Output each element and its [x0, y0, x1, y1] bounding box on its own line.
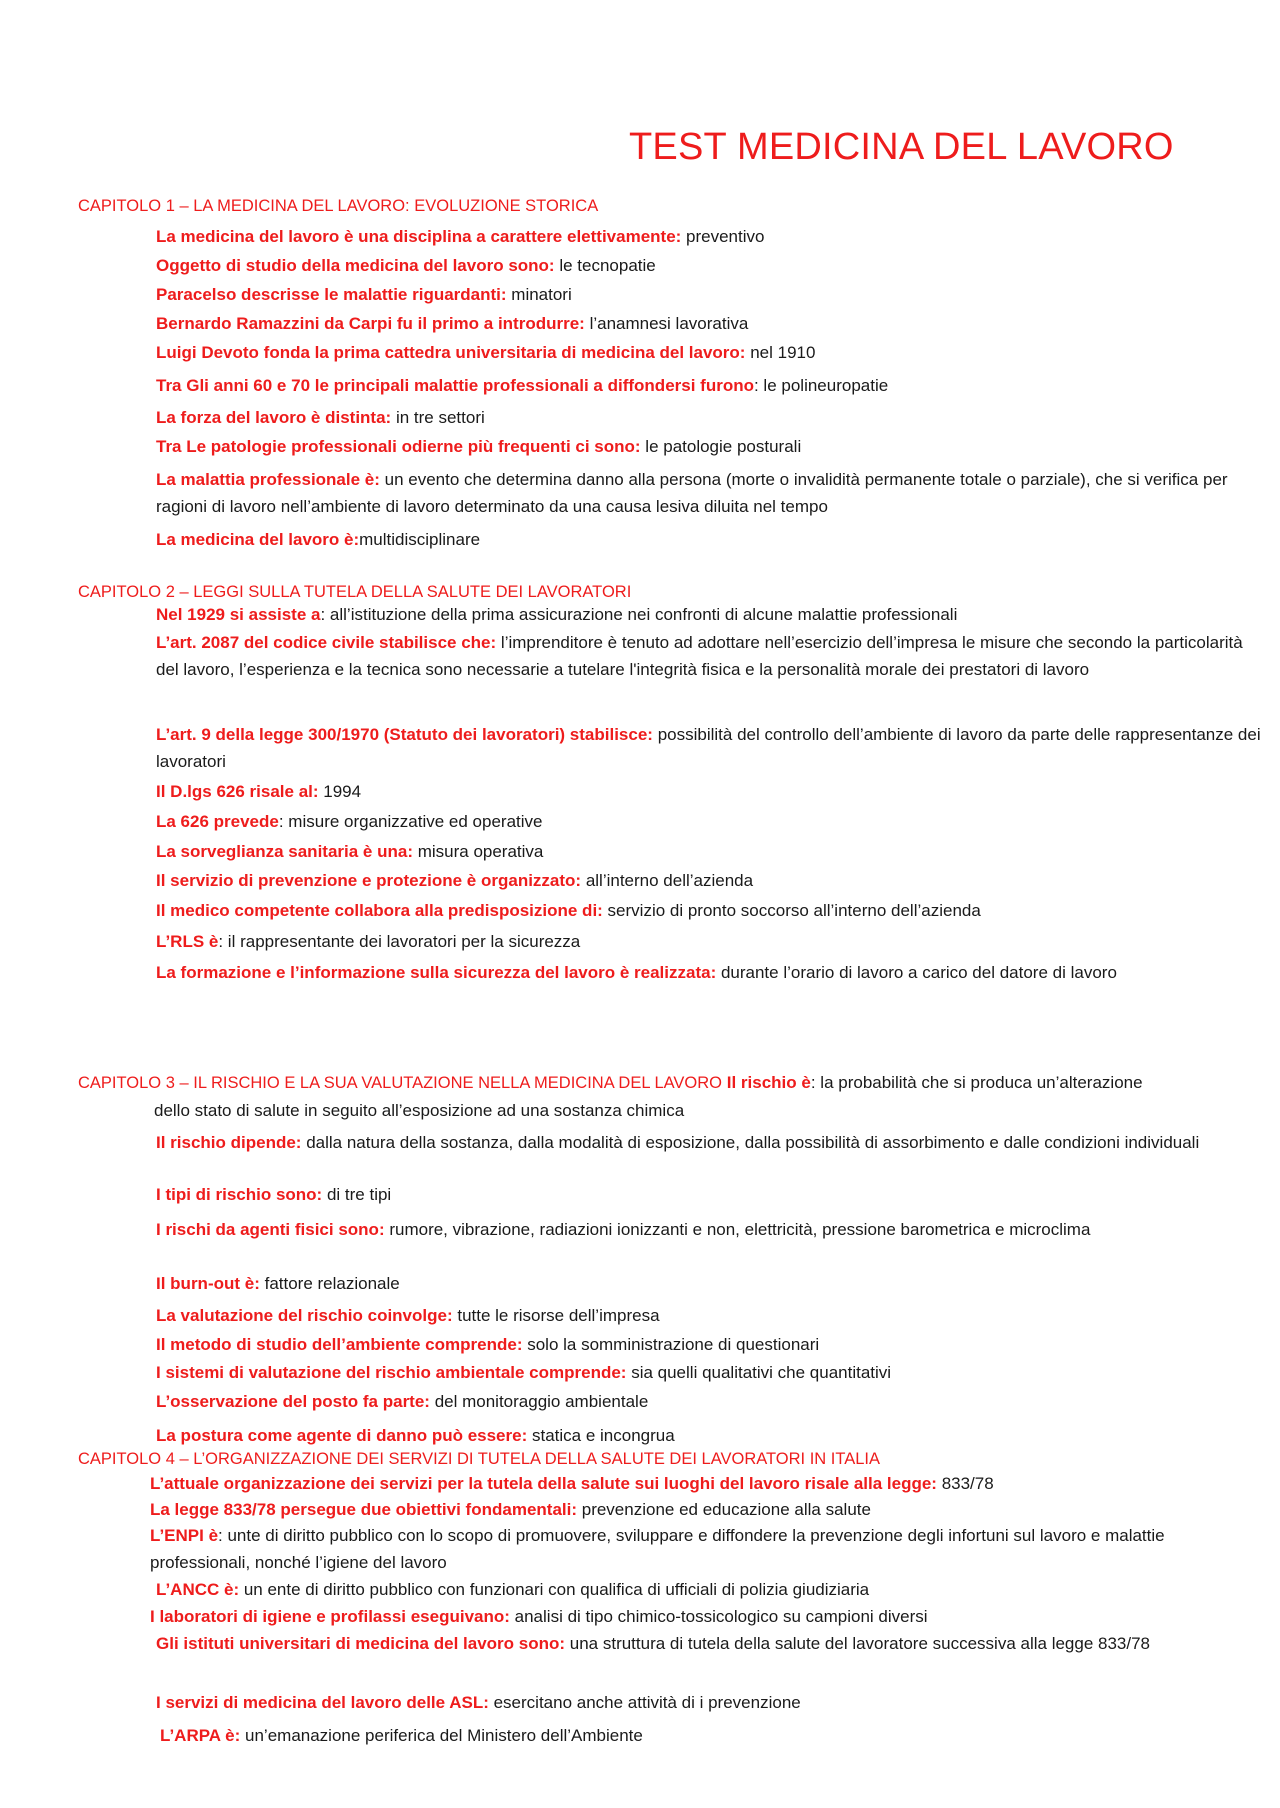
question-item: [150, 1496, 1256, 1523]
question-item: [156, 526, 1262, 553]
answer-text: fattore relazionale: [259, 1274, 400, 1293]
answer-text: : all’istituzione della prima assicurazione nei confronti di alcune malattie professionali: [320, 605, 958, 624]
question-item: [150, 1603, 1256, 1630]
chapter-3-lead-line: [78, 1069, 1268, 1097]
answer-text: possibilità del controllo dell’ambiente di lavoro da parte delle rappresentanze dei lavoratori: [156, 725, 1261, 771]
chapter-2-title: CAPITOLO 2 – LEGGI SULLA TUTELA DELLA SALUTE DEI LAVORATORI: [78, 583, 632, 601]
question-item: [156, 252, 1262, 279]
answer-text: prevenzione ed educazione alla salute: [577, 1500, 871, 1519]
answer-text: : il rappresentante dei lavoratori per la sicurezza: [218, 932, 581, 951]
answer-text: dalla natura della sostanza, dalla modalità di esposizione, dalla possibilità di assorbimento e dalle condizioni individuali: [301, 1133, 1200, 1152]
question-item: [156, 959, 1262, 986]
answer-text: : la probabilità che si produca un’alterazione: [810, 1073, 1143, 1092]
answer-text: 1994: [318, 782, 362, 801]
answer-text: minatori: [506, 285, 572, 304]
question-item: [156, 281, 1262, 308]
answer-text: durante l’orario di lavoro a carico del datore di lavoro: [716, 963, 1117, 982]
answer-text: multidisciplinare: [359, 530, 481, 549]
document-title: TEST MEDICINA DEL LAVORO: [629, 126, 1174, 168]
question-text: I servizi di medicina del lavoro delle ASL:: [156, 1693, 489, 1712]
question-text: Paracelso descrisse le malattie riguardanti:: [156, 285, 507, 304]
answer-text: tutte le risorse dell’impresa: [452, 1306, 660, 1325]
question-item: [156, 721, 1262, 775]
question-item: [156, 1359, 1262, 1386]
question-text: Il servizio di prevenzione e protezione è organizzato:: [156, 871, 582, 890]
question-text: L’ENPI è: [150, 1526, 219, 1545]
answer-text: le tecnopatie: [554, 256, 656, 275]
question-text: Nel 1929 si assiste a: [156, 605, 321, 624]
answer-text: : unte di diritto pubblico con lo scopo di promuovere, sviluppare e diffondere la prevenzione degli infortuni sul lavoro e malattie professionali, nonché l’igiene del lavoro: [150, 1526, 1165, 1572]
answer-text: : le polineuropatie: [753, 376, 889, 395]
question-text: La forza del lavoro è distinta:: [156, 408, 392, 427]
question-text: L’osservazione del posto fa parte:: [156, 1392, 430, 1411]
question-item: [156, 1422, 1262, 1449]
question-text: I tipi di rischio sono:: [156, 1185, 323, 1204]
answer-text: servizio di pronto soccorso all’interno dell’azienda: [602, 901, 981, 920]
question-text: Il medico competente collabora alla predisposizione di:: [156, 901, 603, 920]
question-text: La 626 prevede: [156, 812, 279, 831]
answer-text: : misure organizzative ed operative: [278, 812, 543, 831]
answer-continuation: dello stato di salute in seguito all’esposizione ad una sostanza chimica: [154, 1101, 685, 1120]
question-item: [156, 1576, 1262, 1603]
question-item: [156, 433, 1262, 460]
question-item: [156, 629, 1262, 683]
question-text: La sorveglianza sanitaria è una:: [156, 842, 413, 861]
question-text: La valutazione del rischio coinvolge:: [156, 1306, 453, 1325]
answer-text: rumore, vibrazione, radiazioni ionizzanti e non, elettricità, pressione barometrica e microclima: [384, 1220, 1091, 1239]
answer-text: all’interno dell’azienda: [581, 871, 754, 890]
question-item: [156, 838, 1262, 865]
question-item: [156, 223, 1262, 250]
question-item: [156, 466, 1262, 520]
question-text: L’attuale organizzazione dei servizi per la tutela della salute sui luoghi del lavoro risale alla legge:: [150, 1474, 937, 1493]
answer-text: in tre settori: [391, 408, 485, 427]
question-text: La medicina del lavoro è:: [156, 530, 360, 549]
answer-text: sia quelli qualitativi che quantitativi: [626, 1363, 892, 1382]
question-text: Luigi Devoto fonda la prima cattedra universitaria di medicina del lavoro:: [156, 343, 746, 362]
answer-text: l’imprenditore è tenuto ad adottare nell’esercizio dell’impresa le misure che secondo la particolarità del lavoro, l’esperienza e la tecnica sono necessarie a tutelare l'integrità fisica e la personalità morale dei prestatori di lavoro: [156, 633, 1243, 679]
answer-text: un’emanazione periferica del Ministero dell’Ambiente: [240, 1726, 643, 1745]
question-text: Tra Gli anni 60 e 70 le principali malattie professionali a diffondersi furono: [156, 376, 754, 395]
answer-text: solo la somministrazione di questionari: [522, 1335, 820, 1354]
question-text: Oggetto di studio della medicina del lavoro sono:: [156, 256, 555, 275]
answer-text: misura operativa: [412, 842, 544, 861]
answer-text: una struttura di tutela della salute del lavoratore successiva alla legge 833/78: [565, 1634, 1151, 1653]
answer-text: 833/78: [936, 1474, 994, 1493]
question-text: La medicina del lavoro è una disciplina a carattere elettivamente:: [156, 227, 682, 246]
question-item: [150, 1522, 1256, 1576]
chapter-3-lead: [78, 1069, 1268, 1125]
chapter-1-title: CAPITOLO 1 – LA MEDICINA DEL LAVORO: EVOLUZIONE STORICA: [78, 197, 599, 215]
question-item: [150, 1470, 1256, 1497]
question-item: [156, 897, 1262, 924]
question-item: [156, 808, 1262, 835]
question-item: [156, 601, 1262, 628]
question-text: Gli istituti universitari di medicina del lavoro sono:: [156, 1634, 566, 1653]
question-text: La formazione e l’informazione sulla sicurezza del lavoro è realizzata:: [156, 963, 717, 982]
question-text: I sistemi di valutazione del rischio ambientale comprende:: [156, 1363, 627, 1382]
answer-text: un evento che determina danno alla persona (morte o invalidità permanente totale o parziale), che si verifica per ragioni di lavoro nell’ambiente di lavoro determinato da una causa lesiva diluita nel tempo: [156, 470, 1228, 516]
answer-text: statica e incongrua: [527, 1426, 675, 1445]
answer-text: un ente di diritto pubblico con funzionari con qualifica di ufficiali di polizia giudiziaria: [239, 1580, 870, 1599]
answer-text: preventivo: [681, 227, 765, 246]
question-item: [156, 1181, 1262, 1208]
question-text: L’art. 9 della legge 300/1970 (Statuto dei lavoratori) stabilisce:: [156, 725, 653, 744]
question-text: I laboratori di igiene e profilassi eseguivano:: [150, 1607, 510, 1626]
question-item: [156, 1302, 1262, 1329]
question-text: I rischi da agenti fisici sono:: [156, 1220, 385, 1239]
question-item: [156, 928, 1262, 955]
question-text: L’ARPA è:: [160, 1726, 241, 1745]
answer-text: nel 1910: [745, 343, 816, 362]
chapter-4-title: CAPITOLO 4 – L’ORGANIZZAZIONE DEI SERVIZI DI TUTELA DELLA SALUTE DEI LAVORATORI IN ITALIA: [78, 1450, 881, 1468]
question-item: [156, 1216, 1262, 1243]
question-item: [156, 339, 1262, 366]
question-text: L’art. 2087 del codice civile stabilisce che:: [156, 633, 497, 652]
question-text: L’ANCC è:: [156, 1580, 240, 1599]
answer-text: l’anamnesi lavorativa: [584, 314, 749, 333]
question-text: Il burn-out è:: [156, 1274, 260, 1293]
question-item: [156, 404, 1262, 431]
chapter-3-title: CAPITOLO 3 – IL RISCHIO E LA SUA VALUTAZIONE NELLA MEDICINA DEL LAVORO: [78, 1074, 723, 1092]
question-text: La legge 833/78 persegue due obiettivi fondamentali:: [150, 1500, 578, 1519]
question-item: [156, 1689, 1262, 1716]
question-text: Tra Le patologie professionali odierne più frequenti ci sono:: [156, 437, 641, 456]
question-text: Il D.lgs 626 risale al:: [156, 782, 319, 801]
question-item: [160, 1722, 1266, 1749]
question-item: [156, 1388, 1262, 1415]
question-item: [156, 310, 1262, 337]
question-item: [156, 778, 1262, 805]
answer-text: del monitoraggio ambientale: [429, 1392, 649, 1411]
answer-text: esercitano anche attività di i prevenzione: [488, 1693, 801, 1712]
answer-text: le patologie posturali: [640, 437, 802, 456]
question-text: Il rischio dipende:: [156, 1133, 302, 1152]
question-text: Il rischio è: [726, 1073, 811, 1092]
question-text: Bernardo Ramazzini da Carpi fu il primo a introdurre:: [156, 314, 585, 333]
question-text: L’RLS è: [156, 932, 219, 951]
answer-text: analisi di tipo chimico-tossicologico su campioni diversi: [509, 1607, 928, 1626]
question-item: [156, 372, 1262, 399]
answer-text: di tre tipi: [322, 1185, 392, 1204]
question-item: [156, 1129, 1262, 1156]
question-item: [156, 1270, 1262, 1297]
question-text: La postura come agente di danno può essere:: [156, 1426, 528, 1445]
question-item: [156, 1630, 1262, 1657]
question-text: Il metodo di studio dell’ambiente comprende:: [156, 1335, 523, 1354]
question-item: [156, 1331, 1262, 1358]
question-text: La malattia professionale è:: [156, 470, 380, 489]
question-item: [156, 867, 1262, 894]
